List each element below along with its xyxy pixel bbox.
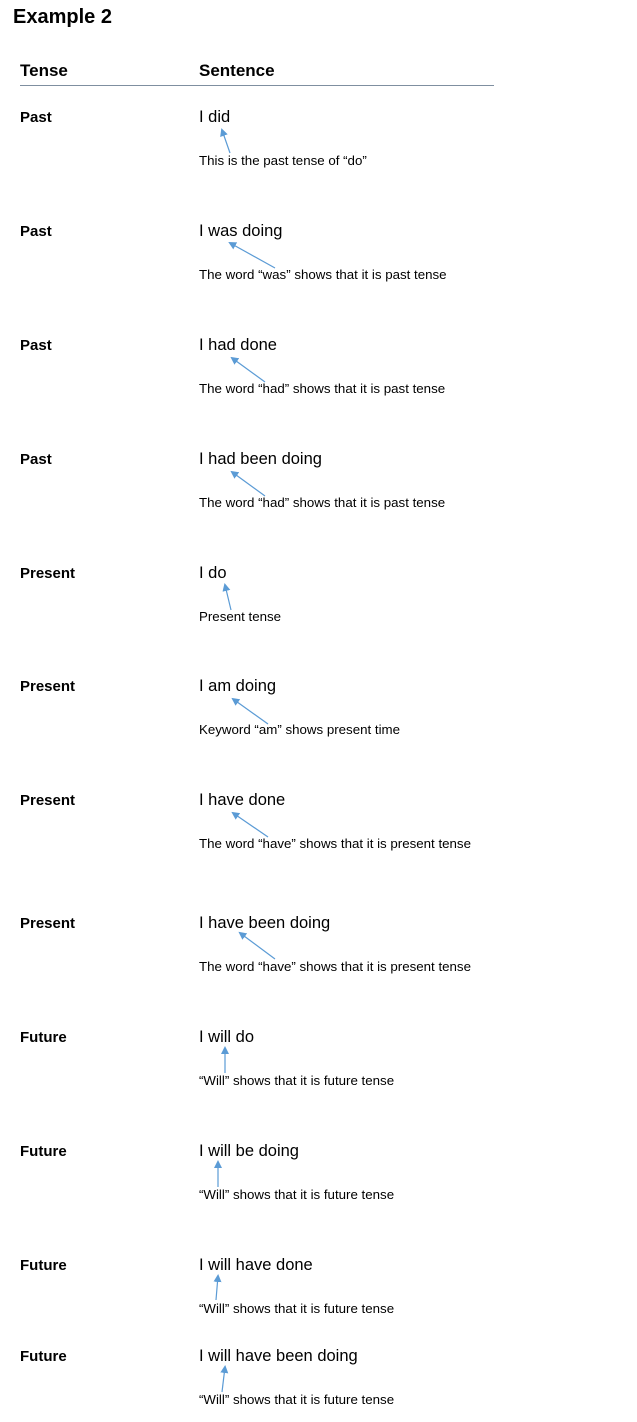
annotation-note: Present tense	[199, 609, 282, 624]
example-sentence: I am doing	[199, 677, 277, 695]
annotation-note: The word “had” shows that it is past tense	[199, 495, 446, 510]
annotation-note: “Will” shows that it is future tense	[199, 1187, 395, 1202]
example-sentence: I had done	[199, 336, 277, 354]
column-header-tense: Tense	[20, 61, 68, 80]
tense-label: Past	[20, 223, 52, 240]
example-sentence: I will have been doing	[199, 1347, 358, 1365]
annotation-arrow	[233, 699, 268, 724]
annotation-note: Keyword “am” shows present time	[199, 722, 400, 737]
annotation-note: The word “have” shows that it is present tense	[199, 836, 471, 851]
annotation-arrow	[232, 472, 265, 496]
annotation-note: “Will” shows that it is future tense	[199, 1073, 395, 1088]
example-sentence: I have done	[199, 791, 286, 809]
annotation-note: “Will” shows that it is future tense	[199, 1301, 395, 1316]
annotation-arrow	[233, 813, 268, 837]
annotation-arrow	[230, 243, 275, 268]
tense-label: Future	[20, 1257, 67, 1274]
tense-label: Past	[20, 109, 52, 126]
tense-label: Future	[20, 1348, 67, 1365]
example-sentence: I will have done	[199, 1256, 313, 1274]
tense-label: Present	[20, 678, 76, 695]
tense-label: Past	[20, 451, 52, 468]
annotation-note: The word “had” shows that it is past tense	[199, 381, 446, 396]
annotation-note: The word “was” shows that it is past tense	[199, 267, 447, 282]
annotation-note: The word “have” shows that it is present tense	[199, 959, 471, 974]
annotation-arrow	[216, 1276, 218, 1300]
tense-label: Present	[20, 565, 76, 582]
annotation-arrow	[222, 130, 230, 153]
tense-label: Past	[20, 337, 52, 354]
example-sentence: I do	[199, 564, 227, 582]
example-sentence: I will be doing	[199, 1142, 299, 1160]
example-sentence: I was doing	[199, 222, 283, 240]
document-title: Example 2	[13, 6, 112, 28]
tense-label: Future	[20, 1029, 67, 1046]
example-sentence: I did	[199, 108, 231, 126]
column-header-sentence: Sentence	[199, 61, 275, 80]
example-sentence: I will do	[199, 1028, 255, 1046]
example-sentence: I had been doing	[199, 450, 322, 468]
annotation-arrow	[240, 933, 275, 959]
tense-label: Present	[20, 915, 76, 932]
annotation-arrow	[232, 358, 265, 382]
tense-label: Present	[20, 792, 76, 809]
annotation-arrow	[225, 585, 231, 610]
tense-label: Future	[20, 1143, 67, 1160]
annotation-arrow	[222, 1367, 225, 1392]
annotation-note: This is the past tense of “do”	[199, 153, 367, 168]
annotation-note: “Will” shows that it is future tense	[199, 1392, 395, 1407]
example-sentence: I have been doing	[199, 914, 331, 932]
